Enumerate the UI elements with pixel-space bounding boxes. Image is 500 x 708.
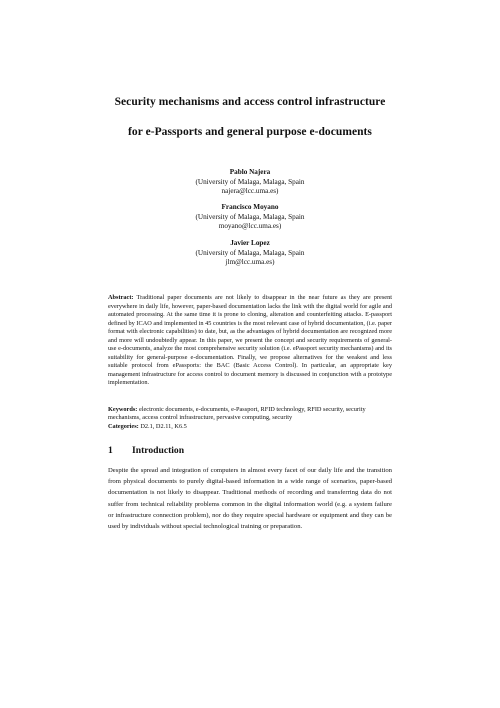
abstract	[108, 294, 392, 388]
author-affiliation: (University of Malaga, Malaga, Spain	[195, 212, 305, 221]
section-number: 1	[108, 445, 113, 456]
introduction-paragraph: Despite the spread and integration of computers in almost every facet of our daily life and the transition from physical documents to purely digital-based information in a wide range of scenarios, paper-based documentation is not likely to disappear. Traditional methods of recording and transferring data do not suffer from technical reliability problems common in the digital information world (e.g. a system failure or infrastructure connection problem), nor do they require special hardware or equipment and they can be used by individuals without special technological training or preparation.	[108, 467, 392, 531]
author-name: Pablo Najera	[229, 168, 271, 176]
author-block	[150, 239, 350, 268]
author-name: Javier Lopez	[230, 239, 270, 247]
author-email: najera@lcc.uma.es)	[221, 187, 279, 196]
categories-label: Categories:	[108, 422, 139, 430]
keywords-label: Keywords:	[108, 406, 138, 413]
abstract-label: Abstract:	[108, 294, 134, 301]
author-email: moyano@lcc.uma.es)	[218, 222, 282, 231]
author-name: Francisco Moyano	[221, 203, 279, 211]
author-affiliation: (University of Malaga, Malaga, Spain	[195, 248, 305, 257]
author-email: jlm@lcc.uma.es)	[225, 258, 275, 267]
author-block	[150, 168, 350, 197]
paper-title-line-1: Security mechanisms and access control infrastructure	[114, 96, 386, 108]
author-block	[150, 203, 350, 232]
keywords-text: electronic documents, e-documents, e-Passport, RFID technology, RFID security, security mechanisms, access control infrastructure, pervasive computing, security	[108, 406, 366, 422]
section-title: Introduction	[132, 445, 185, 456]
paper-title-line-2: for e-Passports and general purpose e-documents	[128, 126, 372, 138]
keywords-block	[108, 406, 392, 431]
abstract-text: Traditional paper documents are not likely to disappear in the near future as they are present everywhere in daily life, however, paper-based documentation lacks the link with the digital world for agile and automated processing. At the same time it is prone to cloning, alteration and counterfeiting attacks. E-passport defined by ICAO and implemented in 45 countries is the most relevant case of hybrid documentation, (i.e. paper format with electronic capabilities) to date, but, as the advantages of hybrid documentation are recognized more and more will undoubtedly appear. In this paper, we present the concept and security requirements of general-use e-documents, analyze the most comprehensive security solution (i.e. ePassport security mechanisms) and its suitability for general-purpose e-documentation. Finally, we propose alternatives for the weakest and less suitable protocol from ePassports: the BAC (Basic Access Control). In particular, an appropriate key management infrastructure for access control to document memory is discussed in conjunction with a prototype implementation.	[108, 294, 392, 387]
categories-text: D2.1, D2.11, K6.5	[140, 422, 187, 430]
section-heading	[108, 445, 184, 456]
author-affiliation: (University of Malaga, Malaga, Spain	[195, 177, 305, 186]
